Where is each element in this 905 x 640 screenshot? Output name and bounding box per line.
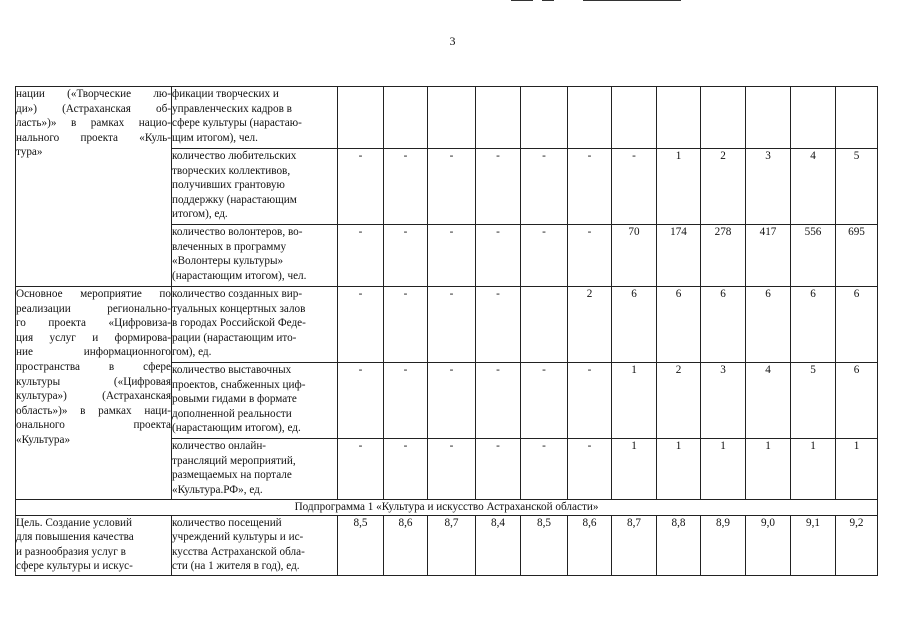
indicator-cell: [172, 515, 338, 575]
value-cell: -: [476, 287, 521, 363]
value-cell: 8,4: [476, 515, 521, 575]
indicator-cell: [172, 363, 338, 439]
text-line: пространства в сфере: [16, 360, 171, 373]
value-cell: -: [384, 439, 428, 500]
text-line: тура»: [16, 146, 43, 159]
text-line: учреждений культуры и ис-: [172, 531, 304, 544]
indicator-cell: [172, 87, 338, 149]
indicator-cell: [172, 287, 338, 363]
text-line: количество любительских: [172, 150, 297, 162]
value-cell: [836, 87, 878, 149]
value-cell: 1: [701, 439, 746, 500]
text-line: гом), ед.: [172, 346, 212, 359]
value-cell: -: [338, 363, 384, 439]
text-line: количество онлайн-: [172, 440, 267, 452]
value-cell: -: [338, 439, 384, 500]
value-cell: -: [568, 149, 612, 225]
value-cell: -: [521, 363, 568, 439]
value-cell: -: [521, 149, 568, 225]
value-cell: [428, 87, 476, 149]
text-line: щим итогом), чел.: [172, 131, 258, 144]
value-cell: 8,5: [521, 515, 568, 575]
value-cell: 8,7: [428, 515, 476, 575]
value-cell: 3: [746, 149, 791, 225]
text-line: размещаемых на портале: [172, 469, 292, 482]
value-cell: 4: [791, 149, 836, 225]
activity-cell: [16, 87, 172, 287]
value-cell: -: [384, 363, 428, 439]
table-row: [16, 515, 878, 575]
value-cell: 6: [836, 287, 878, 363]
value-cell: -: [338, 225, 384, 287]
indicators-table: [15, 86, 878, 576]
text-line: ровыми гидами в формате: [172, 393, 297, 406]
value-cell: [746, 87, 791, 149]
subprogram-row: [16, 500, 878, 516]
subprogram-title: Подпрограмма 1 «Культура и искусство Астраханской области»: [16, 500, 878, 516]
value-cell: 5: [836, 149, 878, 225]
value-cell: -: [338, 149, 384, 225]
text-line: туальных концертных залов: [172, 302, 306, 315]
table-row: [16, 87, 878, 149]
value-cell: 1: [791, 439, 836, 500]
value-cell: [657, 87, 701, 149]
value-cell: -: [384, 225, 428, 287]
value-cell: -: [428, 225, 476, 287]
text-line: сфере культуры (нарастаю-: [172, 117, 302, 130]
value-cell: -: [384, 149, 428, 225]
text-line: творческих коллективов,: [172, 164, 291, 177]
text-line: кусства Астраханской обла-: [172, 545, 305, 558]
value-cell: -: [612, 149, 657, 225]
value-cell: 6: [612, 287, 657, 363]
value-cell: -: [521, 439, 568, 500]
scan-mark: [583, 0, 681, 1]
value-cell: [384, 87, 428, 149]
indicator-cell: [172, 225, 338, 287]
indicator-cell: [172, 149, 338, 225]
text-line: культура») (Астраханская: [16, 390, 171, 403]
value-cell: 9,1: [791, 515, 836, 575]
value-cell: 6: [657, 287, 701, 363]
value-cell: 8,6: [384, 515, 428, 575]
text-line: в городах Российской Феде-: [172, 317, 306, 330]
text-line: (нарастающим итогом), чел.: [172, 269, 307, 282]
value-cell: [476, 87, 521, 149]
text-line: проектов, снабженных циф-: [172, 378, 306, 391]
text-line: Основное мероприятие по: [16, 288, 171, 300]
value-cell: 4: [746, 363, 791, 439]
value-cell: -: [568, 439, 612, 500]
text-line: управленческих кадров в: [172, 102, 292, 115]
value-cell: 2: [568, 287, 612, 363]
value-cell: -: [476, 439, 521, 500]
table-row: [16, 287, 878, 363]
value-cell: -: [428, 363, 476, 439]
text-line: сфере культуры и искус-: [16, 560, 133, 573]
value-cell: 174: [657, 225, 701, 287]
value-cell: [521, 287, 568, 363]
value-cell: 8,8: [657, 515, 701, 575]
text-line: область»)» в рамках наци-: [16, 404, 171, 417]
value-cell: 1: [836, 439, 878, 500]
value-cell: 8,6: [568, 515, 612, 575]
text-line: онального проекта: [16, 419, 171, 432]
value-cell: 695: [836, 225, 878, 287]
text-line: ди») (Астраханская об-: [16, 102, 171, 115]
value-cell: 6: [836, 363, 878, 439]
text-line: количество посещений: [172, 516, 282, 529]
text-line: «Культура.РФ», ед.: [172, 483, 263, 496]
value-cell: -: [476, 149, 521, 225]
value-cell: -: [568, 363, 612, 439]
text-line: поддержку (нарастающим: [172, 193, 297, 206]
value-cell: 417: [746, 225, 791, 287]
text-line: «Культура»: [16, 433, 71, 446]
value-cell: -: [338, 287, 384, 363]
value-cell: 3: [701, 363, 746, 439]
text-line: Цель. Создание условий: [16, 516, 132, 529]
value-cell: 8,7: [612, 515, 657, 575]
value-cell: 278: [701, 225, 746, 287]
value-cell: 70: [612, 225, 657, 287]
value-cell: 2: [701, 149, 746, 225]
text-line: (нарастающим итогом), ед.: [172, 422, 301, 435]
value-cell: 1: [746, 439, 791, 500]
text-line: для повышения качества: [16, 531, 134, 544]
text-line: влеченных в программу: [172, 240, 287, 253]
text-line: количество выставочных: [172, 364, 292, 376]
text-line: реализации регионально-: [16, 302, 171, 315]
text-line: нации («Творческие лю-: [16, 88, 171, 100]
value-cell: 9,2: [836, 515, 878, 575]
text-line: сти (на 1 жителя в год), ед.: [172, 560, 300, 573]
indicator-cell: [172, 439, 338, 500]
value-cell: 1: [612, 439, 657, 500]
value-cell: -: [568, 225, 612, 287]
text-line: ция услуг и формирова-: [16, 331, 171, 344]
value-cell: -: [476, 225, 521, 287]
value-cell: -: [384, 287, 428, 363]
text-line: трансляций мероприятий,: [172, 454, 296, 467]
value-cell: [701, 87, 746, 149]
value-cell: -: [428, 149, 476, 225]
value-cell: [521, 87, 568, 149]
value-cell: 2: [657, 363, 701, 439]
value-cell: 9,0: [746, 515, 791, 575]
value-cell: -: [476, 363, 521, 439]
value-cell: -: [428, 287, 476, 363]
text-line: ласть»)» в рамках нацио-: [16, 117, 171, 130]
value-cell: 1: [612, 363, 657, 439]
value-cell: -: [521, 225, 568, 287]
value-cell: [338, 87, 384, 149]
value-cell: [612, 87, 657, 149]
value-cell: 1: [657, 149, 701, 225]
text-line: нального проекта «Куль-: [16, 131, 171, 144]
value-cell: 6: [701, 287, 746, 363]
text-line: рации (нарастающим ито-: [172, 331, 297, 344]
value-cell: [568, 87, 612, 149]
scan-mark: [542, 0, 554, 1]
value-cell: 556: [791, 225, 836, 287]
value-cell: -: [428, 439, 476, 500]
text-line: и разнообразия услуг в: [16, 545, 126, 558]
page-number: 3: [449, 34, 456, 48]
value-cell: 6: [746, 287, 791, 363]
activity-cell: [16, 287, 172, 500]
text-line: итогом), ед.: [172, 208, 228, 221]
text-line: фикации творческих и: [172, 88, 279, 100]
text-line: «Волонтеры культуры»: [172, 255, 284, 268]
value-cell: 5: [791, 363, 836, 439]
value-cell: [791, 87, 836, 149]
value-cell: 8,5: [338, 515, 384, 575]
value-cell: 6: [791, 287, 836, 363]
text-line: культуры («Цифровая: [16, 375, 171, 388]
value-cell: 8,9: [701, 515, 746, 575]
value-cell: 1: [657, 439, 701, 500]
text-line: получивших грантовую: [172, 179, 285, 192]
text-line: дополненной реальности: [172, 407, 292, 420]
text-line: го проекта «Цифровиза-: [16, 317, 171, 330]
goal-cell: [16, 515, 172, 575]
scan-mark: [511, 0, 533, 1]
text-line: ние информационного: [16, 346, 171, 359]
text-line: количество волонтеров, во-: [172, 226, 303, 238]
text-line: количество созданных вир-: [172, 288, 303, 300]
